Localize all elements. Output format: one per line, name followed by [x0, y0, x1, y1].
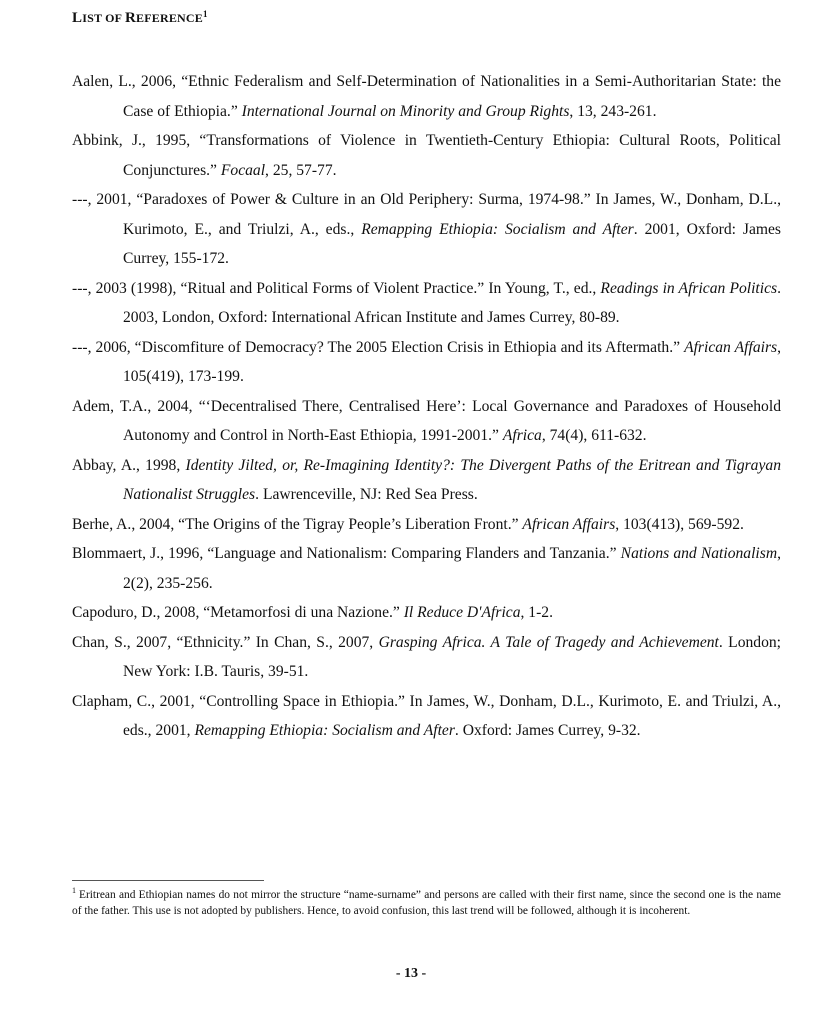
- reference-entry: ---, 2006, “Discomfiture of Democracy? The 2005 Election Crisis in Ethiopia and its Aftermath.” African Affairs, 105(419), 173-199.: [72, 338, 781, 385]
- reference-entry: Abbink, J., 1995, “Transformations of Violence in Twentieth-Century Ethiopia: Cultural Roots, Political Conjunctures.” Focaal, 25, 57-77.: [72, 132, 781, 179]
- footnote: [72, 888, 781, 919]
- footnote-text: Eritrean and Ethiopian names do not mirror the structure “name-surname” and persons are called with their first name, since the second one is the name of the father. This use is not adopted by publishers. Hence, to avoid confusion, this last trend will be followed, although it is incoherent.: [72, 889, 781, 917]
- page-heading: LIST OF REFERENCE$^1$: [72, 9, 208, 26]
- reference-entry: Capoduro, D., 2008, “Metamorfosi di una Nazione.” Il Reduce D'Africa, 1-2.: [72, 604, 553, 621]
- reference-list: [72, 67, 781, 746]
- reference-entry: Adem, T.A., 2004, “‘Decentralised There, Centralised Here’: Local Governance and Paradoxes of Household Autonomy and Control in North-East Ethiopia, 1991-2001.” Africa, 74(4), 611-632.: [72, 397, 781, 444]
- page-number: - 13 -: [395, 966, 427, 981]
- reference-entry: Chan, S., 2007, “Ethnicity.” In Chan, S., 2007, Grasping Africa. A Tale of Tragedy and Achievement. London; New York: I.B. Tauris, 39-51.: [72, 633, 782, 680]
- footnote-marker: 1: [202, 9, 208, 19]
- reference-entry: Blommaert, J., 1996, “Language and Nationalism: Comparing Flanders and Tanzania.” Nations and Nationalism, 2(2), 235-256.: [72, 545, 781, 592]
- reference-entry: Berhe, A., 2004, “The Origins of the Tigray People’s Liberation Front.” African Affairs, 103(413), 569-592.: [72, 515, 744, 533]
- footnote-number: 1: [72, 886, 76, 896]
- reference-entry: Clapham, C., 2001, “Controlling Space in Ethiopia.” In James, W., Donham, D.L., Kurimoto, E. and Triulzi, A., eds., 2001, Remapping Ethiopia: Socialism and After. Oxford: James Currey, 9-32.: [72, 692, 781, 739]
- reference-entry: ---, 2003 (1998), “Ritual and Political Forms of Violent Practice.” In Young, T., ed., Readings in African Politics. 2003, London, Oxford: International African Institute and James Currey, 80-89.: [72, 279, 781, 326]
- reference-entry: ---, 2001, “Paradoxes of Power & Culture in an Old Periphery: Surma, 1974-98.” In James, W., Donham, D.L., Kurimoto, E., and Triulzi, A., eds., Remapping Ethiopia: Socialism and After. 2001, Oxford: James Currey, 155-172.: [72, 191, 781, 267]
- footnote-separator: [72, 880, 264, 881]
- reference-entry: Abbay, A., 1998, Identity Jilted, or, Re-Imagining Identity?: The Divergent Paths of the Eritrean and Tigrayan Nationalist Struggles. Lawrenceville, NJ: Red Sea Press.: [72, 456, 781, 503]
- reference-entry: Aalen, L., 2006, “Ethnic Federalism and Self-Determination of Nationalities in a Semi-Authoritarian State: the Case of Ethiopia.” International Journal on Minority and Group Rights, 13, 243-261.: [72, 73, 781, 120]
